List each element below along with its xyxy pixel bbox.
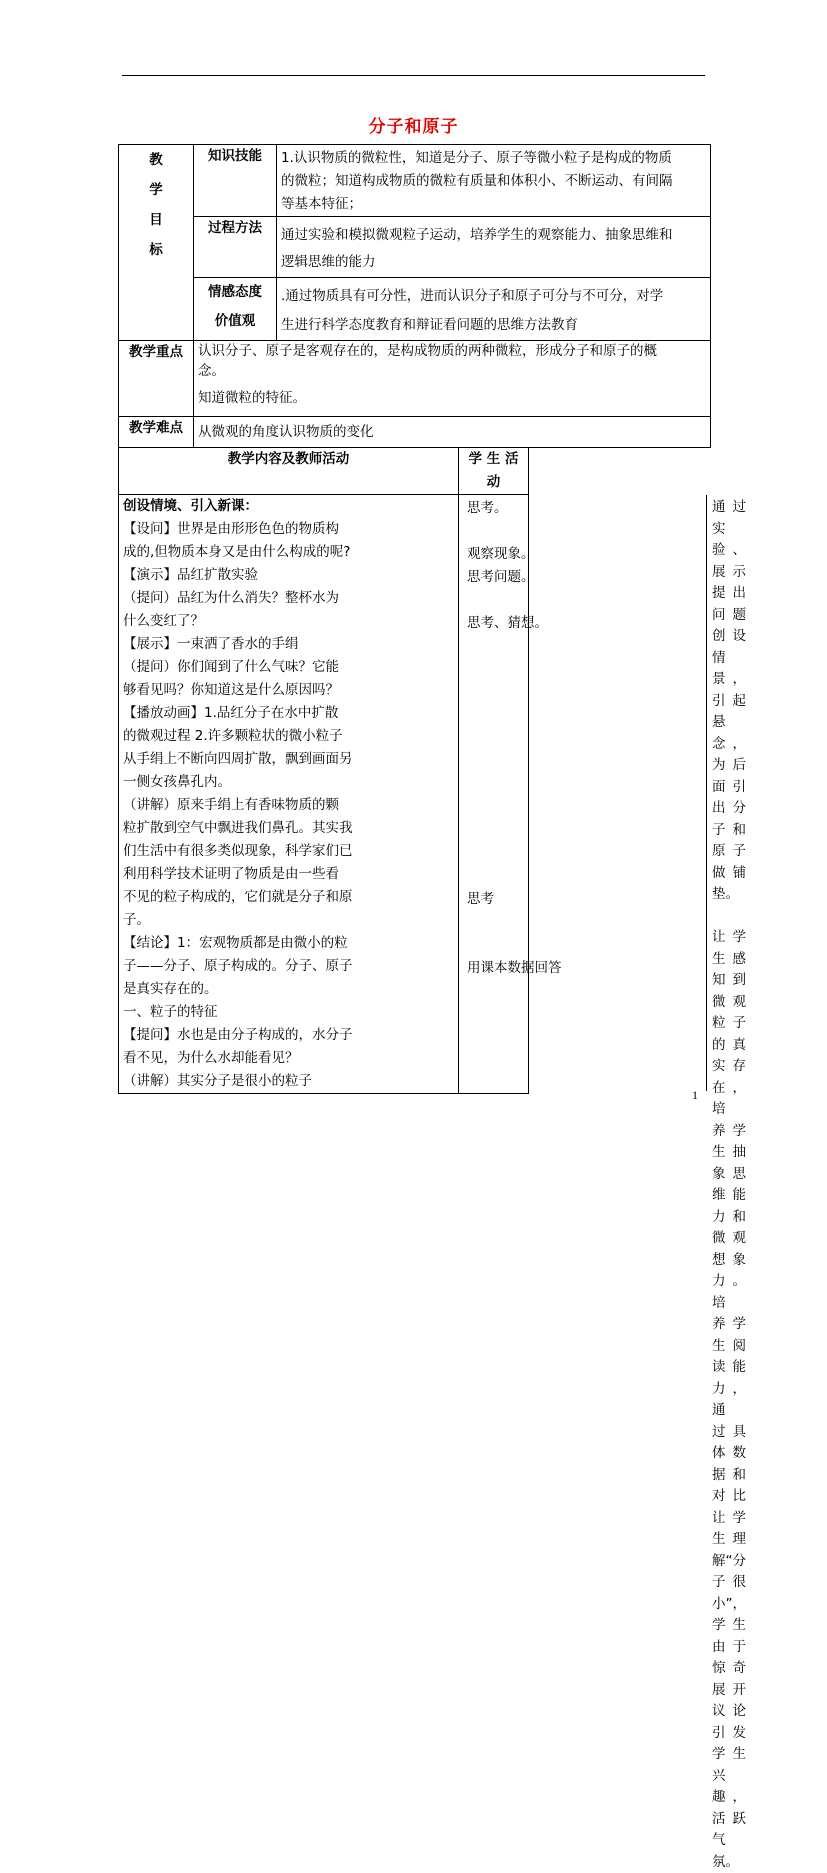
intent-line	[712, 906, 746, 928]
intent-line: 小”，学生	[712, 1595, 746, 1633]
difficulties-label: 教学难点	[119, 417, 194, 448]
intent-line: 知到微观	[712, 972, 746, 1010]
intent-line: 粒子的真	[712, 1015, 746, 1053]
teacher-line: 创设情境、引入新课：	[123, 498, 258, 514]
intent-line: 过具体数	[712, 1423, 746, 1461]
teacher-line: 不见的粒子构成的，它们就是分子和原	[123, 889, 353, 905]
student-activity: 思考、猜想。	[467, 615, 548, 631]
intent-line: 养学生抽	[712, 1122, 746, 1160]
student-activities	[459, 495, 707, 1091]
intent-line: 情景，引起	[712, 649, 746, 709]
objective-knowledge-text: 1.认识物质的微粒性，知道是分子、原子等微小粒子是构成的物质 的微粒；知道构成物质的微粒有质量和体积小、不断运动、有间隔 等基本特征；	[277, 145, 711, 217]
intent-line: 实存在，培	[712, 1058, 746, 1117]
teacher-line: 什么变红了？	[123, 613, 204, 629]
column-header-teacher: 教学内容及教师活动	[119, 448, 459, 495]
teacher-line: 一侧女孩鼻孔内。	[123, 774, 231, 790]
page-number: 1	[692, 1088, 698, 1102]
objective-process-text: 通过实验和模拟微观粒子运动，培养学生的观察能力、抽象思维和 逻辑思维的能力	[277, 217, 711, 278]
objective-attitude-text: .通过物质具有可分性，进而认识分子和原子可分与不可分，对学 生进行科学态度教育和辩证看问题的思维方法教育	[277, 278, 711, 341]
intent-line: 子和原子	[712, 821, 746, 859]
lesson-plan-table	[118, 144, 746, 1870]
teacher-line: （讲解）其实分子是很小的粒子	[123, 1073, 312, 1089]
student-activity: 用课本数据回答	[467, 960, 562, 976]
intent-line: 据和对比	[712, 1466, 746, 1504]
intent-line: 让学生理	[712, 1509, 746, 1547]
objective-label-attitude: 情感态度 价值观	[194, 278, 277, 341]
header-rule	[122, 75, 705, 76]
intent-line: 读能力，通	[712, 1359, 746, 1418]
teacher-line: 粒扩散到空气中飘进我们鼻孔。其实我	[123, 820, 353, 836]
teacher-line: 一、粒子的特征	[123, 1004, 218, 1020]
intent-line: 面引出分	[712, 778, 746, 816]
student-activity: 思考。	[467, 500, 508, 516]
student-activity: 思考问题。	[467, 569, 535, 585]
teacher-line: 看不见，为什么水却能看见？	[123, 1050, 299, 1066]
teacher-line: 【展示】一束洒了香水的手绢	[123, 636, 299, 652]
key-points-text: 认识分子、原子是客观存在的，是构成物质的两种微粒，形成分子和原子的概 念。 知道微粒的特征。	[194, 341, 711, 417]
student-and-intent	[459, 495, 746, 1870]
teacher-line: 【结论】1：宏观物质都是由微小的粒	[123, 935, 348, 951]
teacher-line: 们生活中有很多类似现象，科学家们已	[123, 843, 353, 859]
objective-label-knowledge: 知识技能	[194, 145, 277, 217]
intent-line: 兴趣，活跃	[712, 1767, 746, 1827]
teacher-line: 从手绢上不断向四周扩散，飘到画面另	[123, 751, 353, 767]
intent-line: 展开议论	[712, 1681, 746, 1719]
intent-line: 想象力。培	[712, 1251, 746, 1311]
teacher-line: 是真实存在的。	[123, 981, 218, 997]
teacher-line: （提问）品红为什么消失？整杯水为	[123, 590, 339, 606]
teacher-line: 【播放动画】1.品红分子在水中扩散	[123, 705, 339, 721]
difficulties-text: 从微观的角度认识物质的变化	[194, 417, 711, 448]
teacher-line: 【提问】水也是由分子构成的，水分子	[123, 1027, 353, 1043]
column-header-student: 学 生 活 动	[459, 448, 529, 495]
teacher-line: 【演示】品红扩散实验	[123, 567, 258, 583]
teacher-line: 子。	[123, 912, 150, 928]
teacher-line: （提问）你们闻到了什么气味？它能	[123, 659, 339, 675]
intent-line: 问题创设	[712, 606, 746, 644]
teacher-line: （讲解）原来手绢上有香味物质的颗	[123, 797, 339, 813]
intent-line: 做铺垫。	[712, 864, 746, 902]
teacher-line: 成的,但物质本身又是由什么构成的呢?	[123, 544, 351, 560]
intent-line: 让学生感	[712, 929, 746, 967]
intent-line: 由于惊奇	[712, 1638, 746, 1676]
teacher-line: 够看见吗？你知道这是什么原因吗？	[123, 682, 339, 698]
student-activity: 思考	[467, 891, 494, 907]
intent-line: 力和微观	[712, 1208, 746, 1246]
intent-line: 通过实验、	[712, 499, 746, 558]
intent-line: 气氛。	[712, 1832, 739, 1870]
objective-label-process: 过程方法	[194, 217, 277, 278]
design-intent	[707, 495, 752, 1870]
student-activity: 观察现象。	[467, 546, 535, 562]
teacher-line: 子——分子、原子构成的。分子、原子	[123, 958, 353, 974]
teacher-line: 【设问】世界是由形形色色的物质构	[123, 521, 339, 537]
teacher-line: 利用科学技术证明了物质是由一些看	[123, 866, 339, 882]
key-points-label: 教学重点	[119, 341, 194, 417]
intent-line: 展示提出	[712, 563, 746, 601]
intent-line: 象思维能	[712, 1165, 746, 1203]
intent-line: 养学生阅	[712, 1316, 746, 1354]
teacher-activities	[119, 495, 459, 1094]
intent-line: 悬念，为后	[712, 714, 746, 773]
objectives-label: 教 学 目 标	[119, 145, 194, 341]
intent-line: 引发学生	[712, 1724, 746, 1762]
document-title: 分子和原子	[368, 117, 459, 137]
teacher-line: 的微观过程 2.许多颗粒状的微小粒子	[123, 728, 343, 744]
intent-line: 解“分子很	[712, 1552, 746, 1590]
